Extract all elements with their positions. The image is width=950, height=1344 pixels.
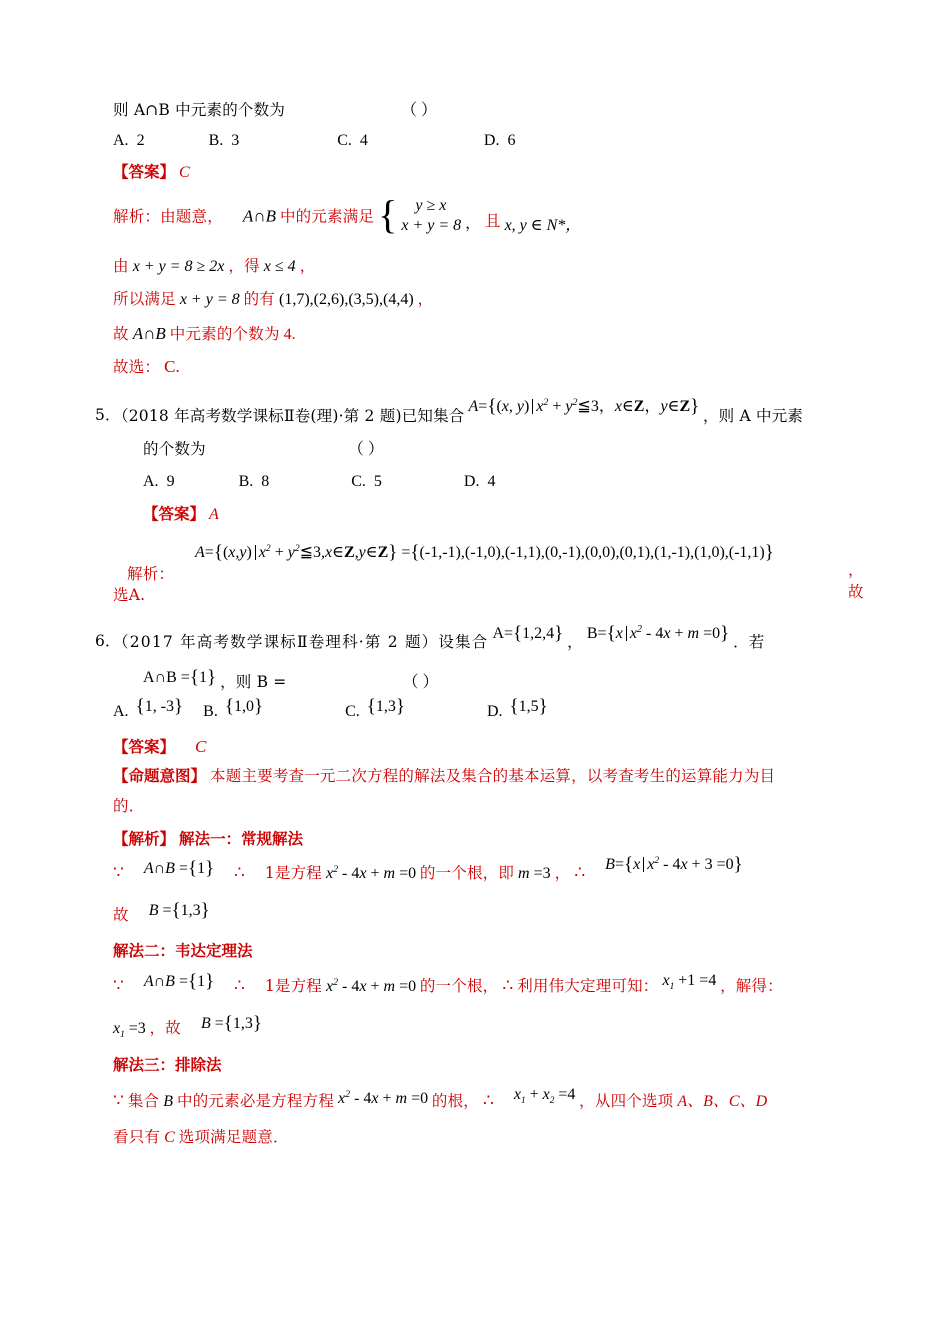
- q6-option-d-value: {1,5}: [509, 696, 548, 717]
- q5-answer-value: A: [209, 506, 219, 523]
- q4-sol5-answer: C.: [164, 357, 180, 376]
- q6-m3-text-4: ，从四个选项: [579, 1092, 674, 1110]
- q6-analysis-tag: 【解析】: [113, 829, 176, 848]
- q6-intent-row: [113, 768, 873, 799]
- q6-intent-tag: 【命题意图】: [113, 766, 207, 785]
- q6-m1-condition: A∩B ={1}: [143, 858, 215, 879]
- q5-options-row: [113, 474, 873, 506]
- q6-options-row: [113, 696, 873, 738]
- q4-answer-paren: （ ）: [401, 102, 438, 119]
- q6-comma: ，: [567, 633, 583, 652]
- q6-method3-title-row: [113, 1057, 873, 1092]
- q5-option-d-label: D.: [463, 473, 480, 490]
- q6-option-b-value: {1,0}: [224, 696, 264, 717]
- q5-number: 5．: [95, 406, 121, 424]
- q6-set-b: B={x $x^2 - 4x + m =0$}: [586, 623, 730, 645]
- q4-sol2-b: ，得: [228, 257, 260, 275]
- set-divider-icon: [255, 545, 256, 560]
- because-icon-3: ∵: [113, 976, 124, 995]
- set-divider-icon: [643, 857, 644, 872]
- q4-system-row-2: x + y = 8: [401, 217, 462, 234]
- q6-option-c-value: {1,3}: [366, 696, 405, 717]
- q5-option-c-label: C.: [351, 473, 366, 490]
- q6-method3-line-2: [113, 1130, 873, 1162]
- q4-option-d-value: 6: [507, 132, 516, 149]
- set-divider-icon: [626, 626, 627, 641]
- q6-m3-set-b: B: [163, 1093, 174, 1110]
- therefore-icon-5: ∴: [483, 1091, 494, 1110]
- q5-solution-elements: (-1,-1),(-1,0),(-1,1),(0,-1),(0,0),(0,1),(1,-1),(1,0),(-1,1): [419, 544, 765, 561]
- q6-m1-text-2: 的一个根，即: [419, 864, 515, 882]
- q4-sol2-a: 由: [113, 257, 129, 275]
- q4-option-c-label: C.: [337, 132, 352, 149]
- q4-sol2-math: x + y = 8 ≥ 2x: [132, 258, 225, 275]
- q4-solution-line-1: [113, 192, 873, 248]
- q6-method1-line-1: [113, 854, 873, 908]
- q4-system-domain: x, y ∈ N*，: [504, 216, 582, 234]
- page-content: [95, 101, 873, 1162]
- q4-solution-cond-text: 中的元素满足: [279, 207, 375, 226]
- q6-m1-text-3: ，: [554, 864, 571, 882]
- q6-m3-text-3: 的根，: [431, 1092, 479, 1110]
- q4-system-and: 且: [484, 211, 501, 230]
- q4-answer-value: C: [179, 164, 190, 181]
- q6-method1-line-2: [113, 900, 873, 943]
- q4-system-of-equations: [378, 192, 462, 237]
- q5-option-a-label: A.: [143, 473, 159, 490]
- q6-intent-row-2: [113, 799, 873, 831]
- q5-set-name: A: [468, 398, 479, 415]
- q6-m3-equation: $x^2 - 4x + m =0$: [338, 1089, 429, 1107]
- q6-m3-text-6: 选项满足题意．: [178, 1128, 289, 1146]
- q6-m1-equation: $x^2 - 4x + m =0$: [325, 864, 417, 882]
- q4-answer-tag: 【答案】: [113, 162, 176, 181]
- q6-option-a-value: {1, -3}: [135, 696, 184, 717]
- q5-option-d-value: 4: [487, 473, 496, 490]
- therefore-icon-3: ∴: [233, 976, 245, 995]
- q5-solution-label: 解析：: [127, 565, 175, 583]
- q4-option-d-label: D.: [483, 132, 500, 149]
- q4-solution-label: 解析：由题意，: [113, 207, 223, 226]
- q6-m3-answer: C: [164, 1129, 175, 1146]
- q6-option-d-label: D.: [486, 703, 503, 720]
- q6-set-a: A={1,2,4}: [492, 623, 564, 645]
- q4-solution-set: A∩B: [242, 206, 276, 226]
- q6-method1-title-row: [113, 831, 873, 864]
- q6-m2-text-1: 1是方程: [264, 977, 322, 995]
- q6-method2-line-2: [113, 1013, 873, 1057]
- q6-method2-title-row: [113, 943, 873, 977]
- set-divider-icon: [532, 399, 533, 414]
- q5-set-definition: A={(x, y) $x^2$ + $y^2≦3$，x∈Z，y∈Z}: [468, 396, 700, 417]
- q4-option-a-value: 2: [136, 132, 145, 149]
- q4-stem-line: [113, 103, 873, 133]
- q6-m2-text-4: ，解得：: [720, 977, 783, 995]
- therefore-icon-2: ∴: [574, 863, 586, 882]
- q5-answer-tag: 【答案】: [143, 504, 206, 523]
- q6-m2-x1: $x_1 =3$: [113, 1020, 146, 1040]
- q6-condition: A∩B ={1}: [143, 667, 217, 688]
- q4-solution-line-2: [113, 259, 873, 292]
- q4-sol3-b: 的有: [243, 290, 276, 308]
- q6-intent-text: 本题主要考查一元二次方程的解法及集合的基本运算，以考查考生的运算能力为目: [210, 767, 776, 785]
- q6-period: ．若: [733, 633, 765, 652]
- q6-m1-result: B ={1,3}: [148, 900, 210, 921]
- q6-method3-title: 解法三：排除法: [113, 1055, 222, 1074]
- q4-option-b-label: B.: [208, 132, 224, 149]
- q6-m1-last-a: 故: [113, 906, 129, 924]
- q5-stem-tail: ，则 A 中元素: [702, 407, 804, 425]
- q4-option-b-value: 3: [231, 132, 240, 149]
- q6-m2-text-3: 利用伟大定理可知：: [517, 977, 659, 995]
- q6-m2-text-2: 的一个根，: [419, 977, 499, 995]
- q6-then-text: ，则 B =: [220, 673, 287, 691]
- q6-answer-paren: （ ）: [402, 674, 439, 691]
- q5-source: （2018 年高考数学课标Ⅱ卷(理)·第 2 题)已知集合: [113, 407, 465, 425]
- q4-solution-line-3: [113, 292, 873, 325]
- q4-sol3-c: ，: [417, 290, 434, 308]
- q4-sol4-b: 中元素的个数为: [169, 325, 280, 343]
- q4-sol2-math2: x ≤ 4: [263, 258, 296, 275]
- q5-solution-tail-b: 选A.: [113, 586, 146, 604]
- q6-m1-set-b: B={x $x^2 - 4x + 3 =0$}: [605, 854, 743, 875]
- q4-stem-text: 则 A∩B 中元素的个数为: [113, 101, 286, 119]
- q5-option-b-label: B.: [238, 473, 254, 490]
- q6-option-c-label: C.: [345, 703, 360, 720]
- q6-source: （2017 年高考数学课标Ⅱ卷理科·第 2 题）设集合: [113, 633, 489, 652]
- q5-solution-tail-row: [113, 588, 873, 616]
- q6-m3-text-1: 集合: [127, 1092, 160, 1110]
- q6-m3-text-5: 看只有: [113, 1128, 161, 1146]
- q4-answer-row: [113, 164, 873, 198]
- q4-system-row-1: y ≥ x: [415, 197, 447, 214]
- q5-solution-formula: A={(x,y) $x^2$ + $y^2≦3,x\in Z,y\in Z\} =\{(-1,-1),(-1,0),(-1,1),(0,-1),(0,0),(0,1),(1,-1),(1,0),(-1,1)\}$: [195, 542, 774, 563]
- q6-intent-text-2: 的．: [113, 797, 145, 815]
- q6-m3-options: A、B、C、D: [677, 1093, 768, 1110]
- q6-m2-vieta: $x_1 +1 =4$: [662, 972, 717, 992]
- because-icon: ∵: [113, 863, 124, 882]
- q5-option-a-value: 9: [166, 473, 175, 490]
- q6-m2-text-5: ，故: [149, 1019, 181, 1037]
- q6-m2-equation: $x^2 - 4x + m =0$: [325, 977, 417, 995]
- q6-method2-title: 解法二：韦达定理法: [113, 941, 253, 960]
- q5-option-c-value: 5: [373, 473, 382, 490]
- q4-solution-line-4: [113, 325, 873, 358]
- q4-system-comma: ，: [465, 213, 481, 232]
- q5-answer-paren: （ ）: [347, 441, 384, 458]
- because-icon-4: ∵: [113, 1091, 124, 1110]
- q4-sol3-math: x + y = 8: [179, 291, 240, 308]
- q5-option-b-value: 8: [261, 473, 270, 490]
- q4-option-a-label: A.: [113, 132, 129, 149]
- q4-options-row: [113, 133, 873, 164]
- q6-m2-result: B ={1,3}: [200, 1013, 263, 1034]
- q5-stem-line-1: [95, 396, 873, 442]
- therefore-icon: ∴: [233, 863, 245, 882]
- q6-option-b-label: B.: [203, 703, 218, 720]
- q5-answer-row: [113, 506, 873, 536]
- q6-m2-condition: A∩B ={1}: [143, 971, 215, 992]
- q4-sol3-pairs: (1,7),(2,6),(3,5),(4,4): [279, 291, 414, 308]
- q6-answer-row: [113, 738, 873, 768]
- q4-sol4-math: A∩B: [132, 324, 166, 343]
- q6-option-a-label: A.: [113, 703, 129, 720]
- q5-stem-line-2: [113, 442, 873, 474]
- q6-answer-tag: 【答案】: [113, 737, 176, 756]
- q6-method1-title: 解法一：常规解法: [179, 829, 304, 848]
- q4-solution-line-5: [113, 358, 873, 390]
- q6-answer-value: C: [195, 737, 207, 756]
- q6-method3-line-1: [113, 1086, 873, 1130]
- therefore-icon-4: ∴: [502, 976, 514, 995]
- q6-number: 6．: [95, 632, 121, 650]
- q5-solution-tail-a: ，故: [848, 561, 864, 601]
- q6-m3-sum: $x_1 + x_2 =4$: [513, 1086, 576, 1106]
- q4-sol3-a: 所以满足: [113, 290, 176, 308]
- q4-option-c-value: 4: [359, 132, 368, 149]
- q4-sol5-text: 故选：: [113, 358, 161, 376]
- q4-sol2-c: ，: [299, 257, 316, 275]
- q4-sol4-num: 4.: [283, 326, 296, 343]
- q5-stem-line2-text: 的个数为: [143, 440, 206, 458]
- left-brace-icon: {: [378, 192, 398, 237]
- q6-m3-text-2: 中的元素必是方程方程: [177, 1092, 335, 1110]
- q6-stem-line-1: [95, 623, 873, 670]
- q6-m1-m-value: m =3: [518, 865, 551, 882]
- q6-m1-text-1: 1是方程: [264, 864, 322, 882]
- q4-sol4-a: 故: [113, 325, 129, 343]
